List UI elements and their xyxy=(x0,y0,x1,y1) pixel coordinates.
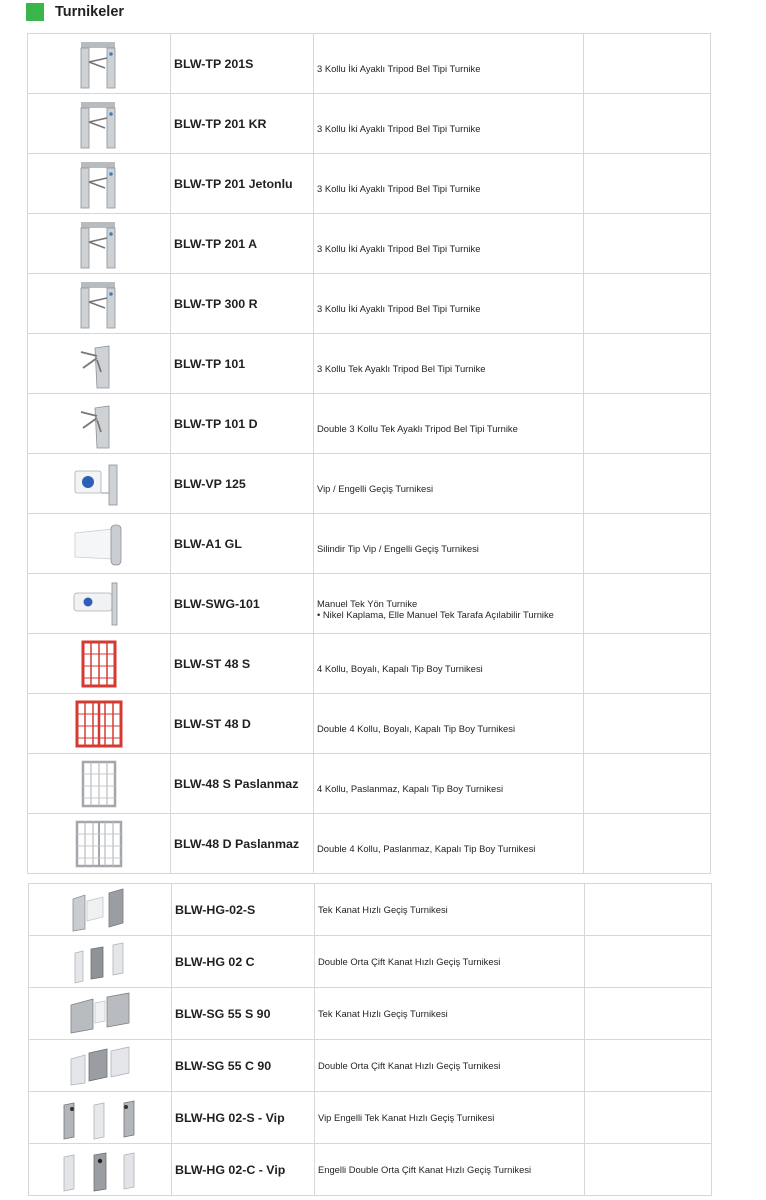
product-description xyxy=(315,988,585,1040)
product-image-cell xyxy=(28,154,171,214)
description-line: 4 Kollu, Paslanmaz, Kapalı Tip Boy Turnikesi xyxy=(317,783,504,794)
product-image-cell xyxy=(29,1144,172,1196)
tripod-single-leg-icon xyxy=(28,398,170,450)
product-image-cell xyxy=(28,94,171,154)
product-code: BLW-VP 125 xyxy=(171,454,314,514)
description-line: Double 4 Kollu, Boyalı, Kapalı Tip Boy Turnikesi xyxy=(317,723,516,734)
description-line: 3 Kollu İki Ayaklı Tripod Bel Tipi Turnike xyxy=(317,63,481,74)
swing-speed-gate-double-icon xyxy=(29,1043,171,1089)
product-row xyxy=(28,154,711,214)
speed-gate-double-icon xyxy=(29,939,171,985)
product-row xyxy=(28,514,711,574)
product-code: BLW-SG 55 S 90 xyxy=(172,988,315,1040)
empty-cell xyxy=(584,694,711,754)
product-code: BLW-48 D Paslanmaz xyxy=(171,814,314,874)
product-image-cell xyxy=(28,754,171,814)
description-line: 4 Kollu, Boyalı, Kapalı Tip Boy Turnikesi xyxy=(317,663,483,674)
product-code: BLW-TP 201 Jetonlu xyxy=(171,154,314,214)
tripod-waist-turnstile-icon xyxy=(28,218,170,270)
product-row xyxy=(28,94,711,154)
product-row xyxy=(29,936,712,988)
empty-cell xyxy=(585,884,712,936)
description-line: Vip Engelli Tek Kanat Hızlı Geçiş Turnikesi xyxy=(318,1112,495,1123)
product-description xyxy=(314,394,584,454)
product-row xyxy=(28,34,711,94)
product-row xyxy=(29,884,712,936)
vip-speed-gate-icon xyxy=(29,1095,171,1141)
description-line: • Nikel Kaplama, Elle Manuel Tek Tarafa Açılabilir Turnike xyxy=(317,608,554,620)
product-table-main xyxy=(27,33,711,874)
product-row xyxy=(28,634,711,694)
cylinder-gate-icon xyxy=(28,519,170,569)
full-height-steel-double-icon xyxy=(28,818,170,870)
product-description xyxy=(314,754,584,814)
product-code: BLW-TP 101 xyxy=(171,334,314,394)
product-code: BLW-TP 201S xyxy=(171,34,314,94)
swing-gate-icon xyxy=(28,579,170,629)
empty-cell xyxy=(584,94,711,154)
empty-cell xyxy=(584,34,711,94)
empty-cell xyxy=(584,274,711,334)
product-row xyxy=(28,334,711,394)
description-line: 3 Kollu İki Ayaklı Tripod Bel Tipi Turnike xyxy=(317,183,481,194)
product-description xyxy=(314,634,584,694)
product-description xyxy=(314,454,584,514)
tripod-waist-turnstile-icon xyxy=(28,278,170,330)
tripod-single-leg-icon xyxy=(28,338,170,390)
product-image-cell xyxy=(28,34,171,94)
full-height-steel-icon xyxy=(28,758,170,810)
empty-cell xyxy=(585,1092,712,1144)
section-header xyxy=(26,3,124,21)
empty-cell xyxy=(585,988,712,1040)
product-row xyxy=(28,214,711,274)
product-description xyxy=(314,514,584,574)
vip-gate-icon xyxy=(28,459,170,509)
product-image-cell xyxy=(29,1040,172,1092)
description-line: Manuel Tek Yön Turnike xyxy=(317,597,418,609)
empty-cell xyxy=(584,214,711,274)
product-row xyxy=(28,454,711,514)
empty-cell xyxy=(584,814,711,874)
empty-cell xyxy=(584,334,711,394)
description-line: Tek Kanat Hızlı Geçiş Turnikesi xyxy=(318,1008,448,1019)
product-code: BLW-HG 02-S - Vip xyxy=(172,1092,315,1144)
product-description xyxy=(314,154,584,214)
product-description xyxy=(314,814,584,874)
product-description xyxy=(314,34,584,94)
product-image-cell xyxy=(28,214,171,274)
product-row xyxy=(28,754,711,814)
product-code: BLW-SWG-101 xyxy=(171,574,314,634)
description-line: Engelli Double Orta Çift Kanat Hızlı Geçiş Turnikesi xyxy=(318,1164,532,1175)
product-row xyxy=(29,1092,712,1144)
product-code: BLW-HG-02-S xyxy=(172,884,315,936)
product-image-cell xyxy=(28,334,171,394)
description-line: Silindir Tip Vip / Engelli Geçiş Turnikesi xyxy=(317,543,479,554)
empty-cell xyxy=(584,574,711,634)
product-row xyxy=(28,814,711,874)
empty-cell xyxy=(585,1040,712,1092)
product-row xyxy=(29,1040,712,1092)
swing-speed-gate-icon xyxy=(29,991,171,1037)
description-line: Vip / Engelli Geçiş Turnikesi xyxy=(317,483,434,494)
vip-speed-gate-double-icon xyxy=(29,1147,171,1193)
description-line: 3 Kollu İki Ayaklı Tripod Bel Tipi Turnike xyxy=(317,123,481,134)
product-code: BLW-HG 02-C - Vip xyxy=(172,1144,315,1196)
description-line: Tek Kanat Hızlı Geçiş Turnikesi xyxy=(318,904,448,915)
description-line: Double 3 Kollu Tek Ayaklı Tripod Bel Tipi Turnike xyxy=(317,423,518,434)
product-image-cell xyxy=(29,1092,172,1144)
product-description xyxy=(314,94,584,154)
description-line: Double Orta Çift Kanat Hızlı Geçiş Turnikesi xyxy=(318,956,501,967)
product-image-cell xyxy=(28,574,171,634)
description-line: 3 Kollu Tek Ayaklı Tripod Bel Tipi Turnike xyxy=(317,363,486,374)
product-image-cell xyxy=(28,694,171,754)
product-code: BLW-TP 101 D xyxy=(171,394,314,454)
product-image-cell xyxy=(28,634,171,694)
product-code: BLW-TP 300 R xyxy=(171,274,314,334)
section-marker-square xyxy=(26,3,44,21)
product-description xyxy=(314,574,584,634)
tripod-waist-turnstile-icon xyxy=(28,158,170,210)
empty-cell xyxy=(584,754,711,814)
empty-cell xyxy=(584,154,711,214)
tripod-waist-turnstile-icon xyxy=(28,38,170,90)
product-description xyxy=(315,1092,585,1144)
empty-cell xyxy=(585,936,712,988)
product-description xyxy=(314,334,584,394)
product-image-cell xyxy=(28,454,171,514)
product-code: BLW-TP 201 KR xyxy=(171,94,314,154)
product-description xyxy=(315,1040,585,1092)
product-description xyxy=(315,884,585,936)
empty-cell xyxy=(584,454,711,514)
product-image-cell xyxy=(28,274,171,334)
description-line: 3 Kollu İki Ayaklı Tripod Bel Tipi Turnike xyxy=(317,303,481,314)
empty-cell xyxy=(585,1144,712,1196)
product-code: BLW-48 S Paslanmaz xyxy=(171,754,314,814)
product-image-cell xyxy=(28,394,171,454)
product-description xyxy=(315,1144,585,1196)
product-image-cell xyxy=(29,988,172,1040)
empty-cell xyxy=(584,514,711,574)
empty-cell xyxy=(584,394,711,454)
product-row xyxy=(28,394,711,454)
product-description xyxy=(315,936,585,988)
description-line: Double Orta Çift Kanat Hızlı Geçiş Turnikesi xyxy=(318,1060,501,1071)
description-line: 3 Kollu İki Ayaklı Tripod Bel Tipi Turnike xyxy=(317,243,481,254)
product-table-speed-gates xyxy=(28,883,712,1196)
product-code: BLW-TP 201 A xyxy=(171,214,314,274)
product-code: BLW-HG 02 C xyxy=(172,936,315,988)
description-line: Double 4 Kollu, Paslanmaz, Kapalı Tip Boy Turnikesi xyxy=(317,843,536,854)
empty-cell xyxy=(584,634,711,694)
product-row xyxy=(28,574,711,634)
product-row xyxy=(28,274,711,334)
product-image-cell xyxy=(28,514,171,574)
product-code: BLW-ST 48 S xyxy=(171,634,314,694)
tripod-waist-turnstile-icon xyxy=(28,98,170,150)
section-title: Turnikeler xyxy=(55,4,125,20)
product-description xyxy=(314,694,584,754)
speed-gate-icon xyxy=(29,887,171,933)
full-height-red-double-icon xyxy=(28,698,170,750)
product-code: BLW-SG 55 C 90 xyxy=(172,1040,315,1092)
product-image-cell xyxy=(29,884,172,936)
product-description xyxy=(314,214,584,274)
product-code: BLW-A1 GL xyxy=(171,514,314,574)
product-image-cell xyxy=(29,936,172,988)
product-description xyxy=(314,274,584,334)
product-row xyxy=(28,694,711,754)
full-height-red-icon xyxy=(28,638,170,690)
product-code: BLW-ST 48 D xyxy=(171,694,314,754)
product-row xyxy=(29,988,712,1040)
product-row xyxy=(29,1144,712,1196)
product-image-cell xyxy=(28,814,171,874)
